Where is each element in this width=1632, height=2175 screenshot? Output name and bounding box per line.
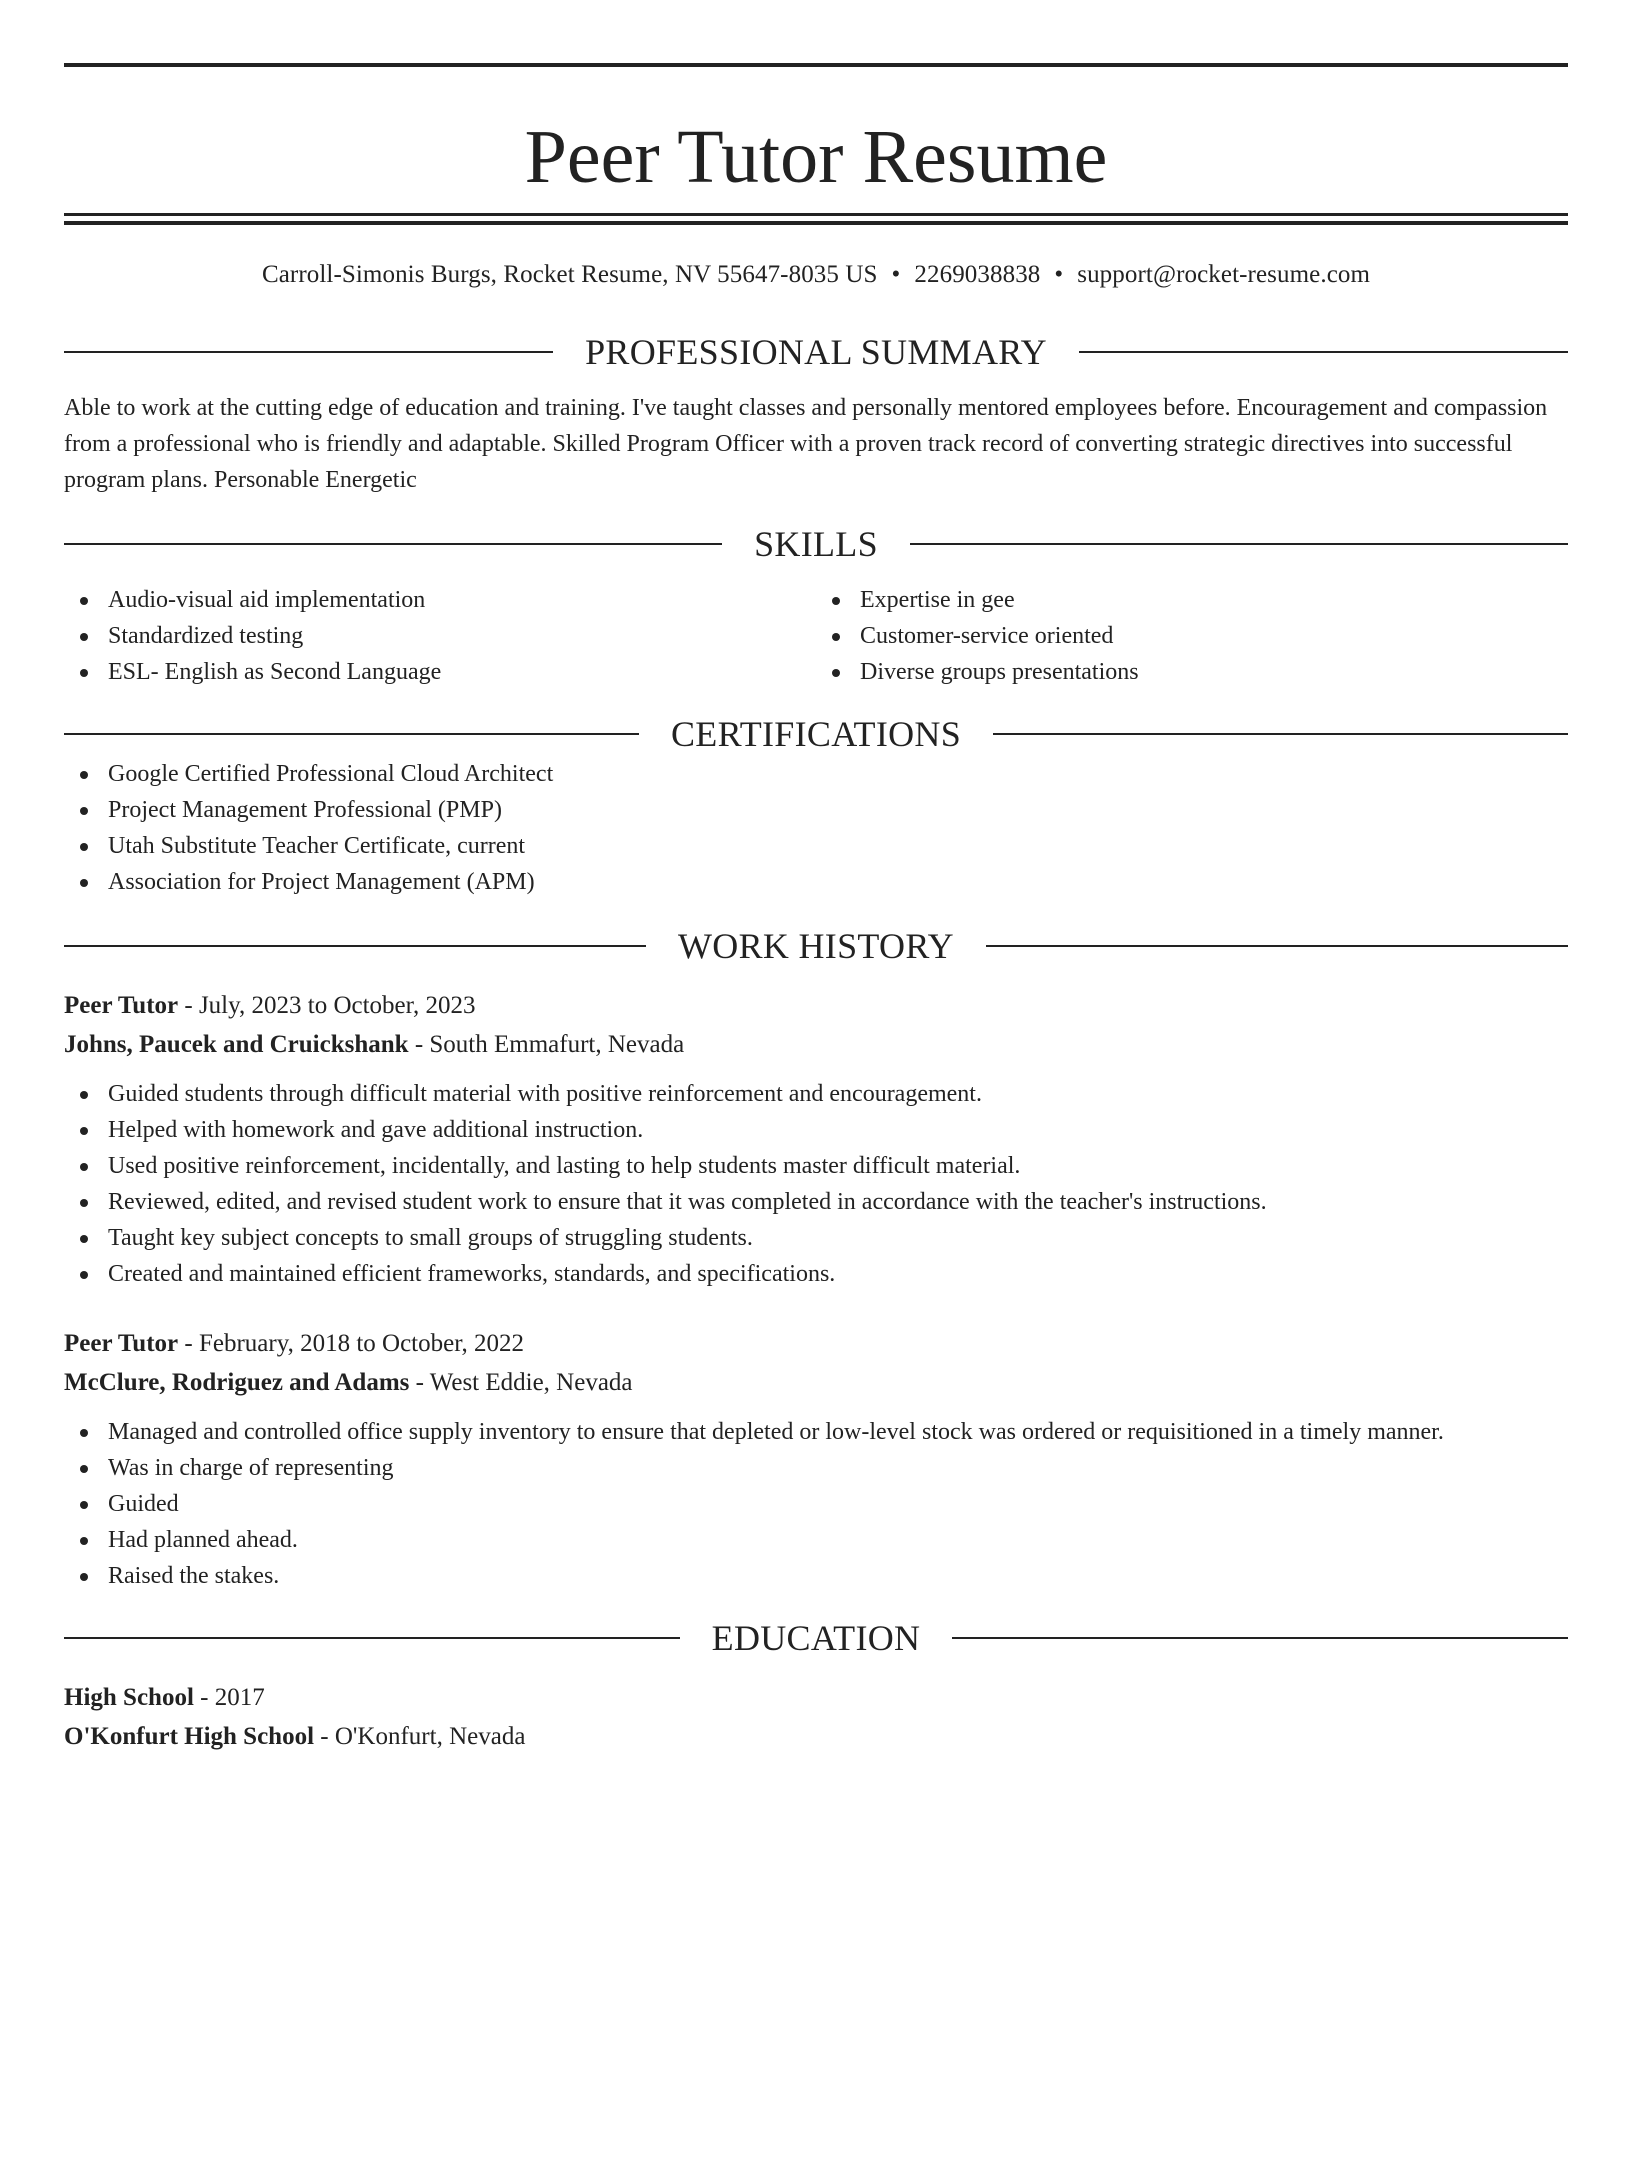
job-dates: - July, 2023 to October, 2023 xyxy=(178,992,476,1019)
summary-text: Able to work at the cutting edge of education and training. I've taught classes and personally mentored employees before. Encouragement and compassion from a professional who is friendly and adaptable. Skilled Program Officer with a proven track record of converting strategic directives into successful program plans. Personable Energetic xyxy=(64,395,1548,493)
section-rule xyxy=(910,543,1568,545)
list-item: Standardized testing xyxy=(64,618,816,654)
contact-address: Carroll-Simonis Burgs, Rocket Resume, NV 55647-8035 US xyxy=(261,261,878,288)
list-item: Taught key subject concepts to small groups of struggling students. xyxy=(64,1220,1568,1256)
page-title: Peer Tutor Resume xyxy=(524,115,1108,199)
skills-column-right xyxy=(816,582,1568,690)
skills-column-left xyxy=(64,582,816,690)
resume-page xyxy=(0,63,1632,2175)
job-company: McClure, Rodriguez and Adams xyxy=(64,1369,410,1396)
list-item: Google Certified Professional Cloud Architect xyxy=(64,756,1568,792)
education-degree: High School xyxy=(64,1684,194,1711)
job-company: Johns, Paucek and Cruickshank xyxy=(64,1031,409,1058)
section-rule xyxy=(64,945,646,947)
list-item: Was in charge of representing xyxy=(64,1450,1568,1486)
section-rule xyxy=(64,1637,680,1639)
job-location: - West Eddie, Nevada xyxy=(409,1369,633,1396)
education-school-line xyxy=(64,1717,1568,1756)
job-company-line xyxy=(64,1363,1568,1402)
job-title-line xyxy=(64,1324,1568,1363)
top-rule xyxy=(64,63,1568,67)
job-location: - South Emmafurt, Nevada xyxy=(408,1031,685,1058)
section-rule xyxy=(952,1637,1568,1639)
contact-email: support@rocket-resume.com xyxy=(1077,261,1371,288)
job-entry xyxy=(64,986,1568,1292)
section-rule xyxy=(986,945,1568,947)
contact-phone: 2269038838 xyxy=(914,261,1041,288)
contact-separator: • xyxy=(1054,261,1064,288)
job-company-line xyxy=(64,1025,1568,1064)
section-header-skills xyxy=(64,522,1568,566)
list-item: Raised the stakes. xyxy=(64,1558,1568,1594)
section-title: CERTIFICATIONS xyxy=(670,714,962,754)
list-item: Managed and controlled office supply inventory to ensure that depleted or low-level stock was ordered or requisitioned in a timely manner. xyxy=(64,1414,1568,1450)
section-rule xyxy=(64,543,722,545)
list-item: Helped with homework and gave additional instruction. xyxy=(64,1112,1568,1148)
job-duties-list xyxy=(64,1076,1568,1292)
job-dates: - February, 2018 to October, 2022 xyxy=(178,1330,525,1357)
section-header-summary xyxy=(64,330,1568,374)
job-duties-list xyxy=(64,1414,1568,1594)
section-header-education xyxy=(64,1616,1568,1660)
list-item: Reviewed, edited, and revised student work to ensure that it was completed in accordance with the teacher's instructions. xyxy=(64,1184,1568,1220)
list-item: Customer-service oriented xyxy=(816,618,1568,654)
section-title: EDUCATION xyxy=(711,1618,921,1658)
list-item: Audio-visual aid implementation xyxy=(64,582,816,618)
list-item: Expertise in gee xyxy=(816,582,1568,618)
section-title: SKILLS xyxy=(754,524,878,564)
job-entry xyxy=(64,1324,1568,1594)
education-school: O'Konfurt High School xyxy=(64,1723,315,1750)
list-item: Used positive reinforcement, incidentally, and lasting to help students master difficult material. xyxy=(64,1148,1568,1184)
job-title-line xyxy=(64,986,1568,1025)
section-header-work-history xyxy=(64,924,1568,968)
title-double-rule xyxy=(64,213,1568,225)
job-title: Peer Tutor xyxy=(64,1330,179,1357)
list-item: Association for Project Management (APM) xyxy=(64,864,1568,900)
job-title: Peer Tutor xyxy=(64,992,179,1019)
list-item: ESL- English as Second Language xyxy=(64,654,816,690)
contact-separator: • xyxy=(891,261,901,288)
education-degree-line xyxy=(64,1678,1568,1717)
contact-line xyxy=(64,258,1568,292)
list-item: Guided xyxy=(64,1486,1568,1522)
education-location: - O'Konfurt, Nevada xyxy=(314,1723,526,1750)
list-item: Created and maintained efficient frameworks, standards, and specifications. xyxy=(64,1256,1568,1292)
section-rule xyxy=(993,733,1568,735)
list-item: Had planned ahead. xyxy=(64,1522,1568,1558)
list-item: Guided students through difficult material with positive reinforcement and encouragement. xyxy=(64,1076,1568,1112)
certifications-list xyxy=(64,756,1568,900)
education-year: - 2017 xyxy=(193,1684,265,1711)
section-header-certifications xyxy=(64,712,1568,756)
section-title: PROFESSIONAL SUMMARY xyxy=(585,332,1047,372)
section-title: WORK HISTORY xyxy=(678,926,954,966)
skills-list xyxy=(64,582,1568,690)
section-rule xyxy=(64,351,553,353)
list-item: Diverse groups presentations xyxy=(816,654,1568,690)
list-item: Utah Substitute Teacher Certificate, current xyxy=(64,828,1568,864)
list-item: Project Management Professional (PMP) xyxy=(64,792,1568,828)
education-entry xyxy=(64,1678,1568,1756)
section-rule xyxy=(64,733,639,735)
section-rule xyxy=(1079,351,1568,353)
